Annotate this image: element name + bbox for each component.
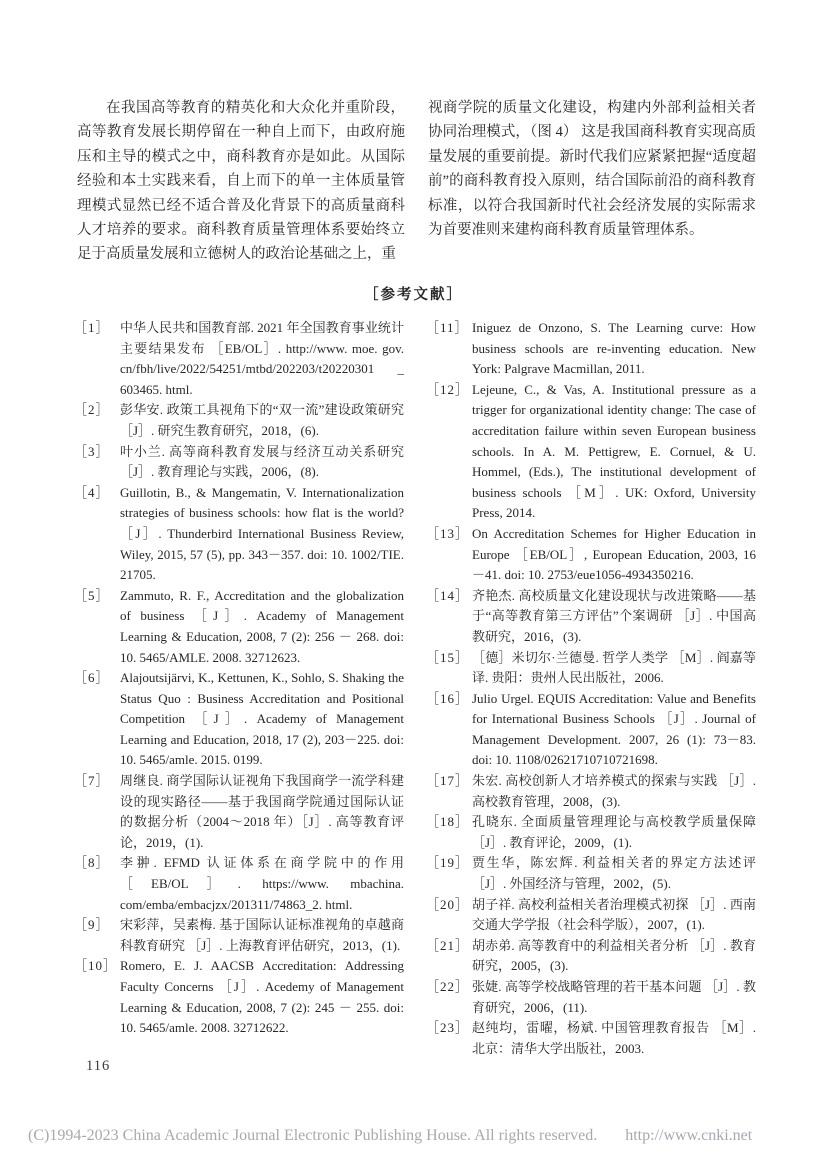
reference-number: ［4］ bbox=[74, 484, 110, 500]
reference-item bbox=[426, 936, 756, 977]
reference-number: ［8］ bbox=[74, 855, 110, 871]
reference-item bbox=[74, 586, 404, 668]
intro-right-text: 视商学院的质量文化建设，构建内外部利益相关者协同治理模式，（图 4） 这是我国商科教育实现高质量发展的重要前提。新时代我们应紧紧把握“适度超前”的商科教育投入原则，结合国际前沿的商科教育标准，以符合我国新时代社会经济发展的实际需求为首要准则来建构商科教育质量管理体系。 bbox=[428, 100, 756, 239]
reference-text: 宋彩萍，吴素梅. 基于国际认证标准视角的卓越商科教育研究 ［J］. 上海教育评估研究，2013，(1). bbox=[120, 917, 404, 953]
reference-item bbox=[74, 853, 404, 915]
reference-item bbox=[74, 915, 404, 956]
intro-left-column bbox=[77, 96, 405, 267]
reference-item bbox=[426, 689, 756, 771]
reference-item bbox=[426, 380, 756, 524]
reference-number: ［11］ bbox=[426, 320, 469, 335]
reference-item bbox=[74, 483, 404, 586]
references-section bbox=[74, 318, 756, 1059]
reference-text: 中华人民共和国教育部. 2021 年全国教育事业统计主要结果发布 ［EB/OL］. http://www. moe. gov. cn/fbh/live/2022/54251/mtbd/202203/t20220301 _ 603465. html. bbox=[120, 320, 404, 397]
page-number: 116 bbox=[86, 1058, 111, 1074]
reference-text: 彭华安. 政策工具视角下的“双一流”建设政策研究 ［J］. 研究生教育研究，2018，(6). bbox=[120, 402, 404, 438]
reference-number: ［12］ bbox=[426, 381, 470, 397]
reference-number: ［19］ bbox=[426, 855, 470, 871]
reference-number: ［14］ bbox=[426, 587, 470, 603]
references-left-column bbox=[74, 318, 404, 1059]
reference-number: ［6］ bbox=[74, 670, 110, 686]
reference-item bbox=[74, 318, 404, 400]
intro-paragraphs bbox=[77, 96, 756, 267]
reference-item bbox=[74, 956, 404, 1038]
reference-number: ［5］ bbox=[74, 587, 110, 603]
footer bbox=[28, 1127, 799, 1145]
reference-text: Lejeune, C., & Vas, A. Institutional pressure as a trigger for organizational identity change: The case of accreditation failure within seven European business schools. In A. M. Pettigrew, E. Cornuel, & U. Hommel, (Eds.), The institutional development of business schools ［M］. UK: Oxford, University Press, 2014. bbox=[472, 381, 756, 521]
reference-number: ［9］ bbox=[74, 917, 110, 933]
reference-item bbox=[74, 400, 404, 441]
reference-item bbox=[426, 1018, 756, 1059]
reference-item bbox=[426, 318, 756, 380]
reference-text: Romero, E. J. AACSB Accreditation: Addressing Faculty Concerns ［J］. Acedemy of Management Learning & Education, 2008, 7 (2): 245 － 255. doi: 10. 5465/amle. 2008. 32712622. bbox=[120, 958, 404, 1036]
intro-right-column bbox=[428, 96, 756, 267]
reference-item bbox=[74, 442, 404, 483]
reference-number: ［3］ bbox=[74, 443, 110, 459]
reference-text: 胡子祥. 高校利益相关者治理模式初探 ［J］. 西南交通大学学报（社会科学版），2007，(1). bbox=[472, 896, 756, 933]
reference-number: ［22］ bbox=[426, 979, 470, 994]
reference-text: On Accreditation Schemes for Higher Education in Europe ［EB/OL］, European Education, 2003, 16 －41. doi: 10. 2753/eue1056-4934350216. bbox=[472, 525, 756, 583]
reference-number: ［13］ bbox=[426, 525, 470, 541]
reference-text: 张婕. 高等学校战略管理的若干基本问题 ［J］. 教育研究，2006，(11). bbox=[472, 979, 756, 1015]
reference-text: 胡赤弟. 高等教育中的利益相关者分析 ［J］. 教育研究，2005，(3). bbox=[472, 937, 756, 974]
reference-number: ［10］ bbox=[74, 958, 118, 974]
reference-item bbox=[426, 771, 756, 812]
reference-text: Iniguez de Onzono, S. The Learning curve: How business schools are re-inventing education. New York: Palgrave Macmillan, 2011. bbox=[472, 320, 756, 377]
reference-item bbox=[74, 771, 404, 853]
reference-number: ［16］ bbox=[426, 690, 470, 706]
reference-number: ［18］ bbox=[426, 814, 470, 830]
reference-number: ［15］ bbox=[426, 649, 470, 665]
reference-text: 朱宏. 高校创新人才培养模式的探索与实践 ［J］. 高校教育管理，2008，(3). bbox=[472, 773, 756, 809]
reference-text: ［德］米切尔·兰德曼. 哲学人类学 ［M］. 阎嘉等译. 贵阳：贵州人民出版社，2006. bbox=[472, 649, 756, 686]
reference-text: Alajoutsijärvi, K., Kettunen, K., Sohlo, S. Shaking the Status Quo : Business Accreditation and Positional Competition ［J］. Academy of Management Learning and Education, 2018, 17 (2), 203－225. doi: 10. 5465/amle. 2015. 0199. bbox=[120, 670, 404, 768]
reference-text: Julio Urgel. EQUIS Accreditation: Value and Benefits for International Business Schools ［J］. Journal of Management Development. 2007, 26 (1): 73－83. doi: 10. 1108/02621710710721698. bbox=[472, 690, 756, 768]
reference-item bbox=[426, 648, 756, 689]
reference-text: 赵纯均，雷曜，杨斌. 中国管理教育报告 ［M］. 北京：清华大学出版社，2003. bbox=[472, 1020, 756, 1056]
reference-text: 贾生华，陈宏辉. 利益相关者的界定方法述评 ［J］. 外国经济与管理，2002，(5). bbox=[472, 855, 756, 892]
reference-item bbox=[426, 524, 756, 586]
reference-text: 孔晓东. 全面质量管理理论与高校教学质量保障 ［J］. 教育评论，2009，(1). bbox=[472, 814, 756, 850]
reference-number: ［17］ bbox=[426, 773, 470, 789]
reference-text: 齐艳杰. 高校质量文化建设现状与改进策略——基于“高等教育第三方评估”个案调研 ［J］. 中国高教研究，2016，(3). bbox=[472, 587, 756, 644]
reference-item bbox=[426, 586, 756, 648]
reference-number: ［23］ bbox=[426, 1020, 470, 1036]
footer-copyright-text: (C)1994-2023 China Academic Journal Electronic Publishing House. All rights reserved. bbox=[28, 1127, 598, 1144]
reference-number: ［21］ bbox=[426, 937, 470, 953]
intro-left-text: 在我国高等教育的精英化和大众化并重阶段，高等教育发展长期停留在一种自上而下，由政府施压和主导的模式之中，商科教育亦是如此。从国际经验和本土实践来看，自上而下的单一主体质量管理模式显然已经不适合普及化背景下的高质量商科人才培养的要求。商科教育质量管理体系要始终立足于高质量发展和立德树人的政治论基础之上，重 bbox=[77, 100, 405, 263]
references-right-column bbox=[426, 318, 756, 1059]
references-heading: ［参考文献］ bbox=[364, 287, 463, 303]
reference-item bbox=[426, 853, 756, 894]
reference-number: ［2］ bbox=[74, 402, 110, 418]
reference-number: ［7］ bbox=[74, 773, 110, 789]
reference-item bbox=[426, 895, 756, 936]
reference-text: Zammuto, R. F., Accreditation and the globalization of business ［J］. Academy of Management Learning & Education, 2008, 7 (2): 256 － 268. doi: 10. 5465/AMLE. 2008. 32712623. bbox=[120, 587, 404, 665]
reference-item bbox=[426, 977, 756, 1018]
footer-url-text: http://www.cnki.net bbox=[625, 1127, 753, 1144]
reference-item bbox=[74, 668, 404, 771]
reference-text: 叶小兰. 高等商科教育发展与经济互动关系研究 ［J］. 教育理论与实践，2006，(8). bbox=[120, 443, 404, 480]
reference-text: 李翀. EFMD 认证体系在商学院中的作用 ［EB/OL］. https://www. mbachina. com/emba/embacjzx/201311/74863_2. html. bbox=[120, 855, 404, 912]
reference-text: Guillotin, B., & Mangematin, V. Internationalization strategies of business schools: how flat is the world? ［J］. Thunderbird International Business Review, Wiley, 2015, 57 (5), pp. 343－357. doi: 10. 1002/TIE. 21705. bbox=[120, 484, 404, 583]
reference-number: ［1］ bbox=[74, 320, 110, 335]
reference-item bbox=[426, 812, 756, 853]
reference-text: 周继良. 商学国际认证视角下我国商学一流学科建设的现实路径——基于我国商学院通过国际认证的数据分析（2004～2018 年）［J］. 高等教育评论，2019，(1). bbox=[120, 773, 404, 850]
reference-number: ［20］ bbox=[426, 896, 470, 912]
